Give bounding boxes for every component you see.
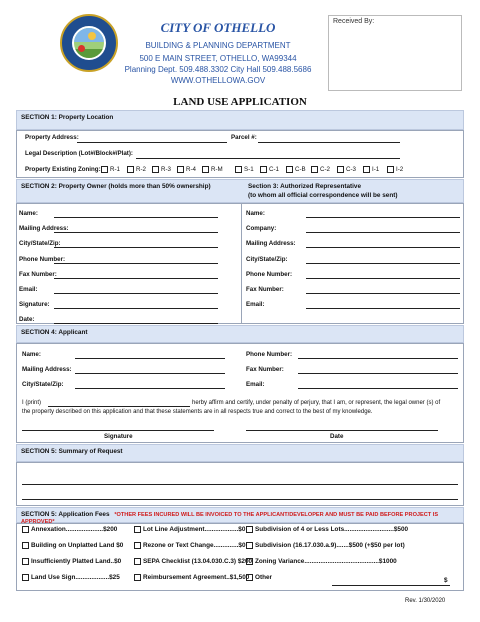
applicant-field-label: Mailing Address:: [22, 366, 72, 373]
applicant-field-label: City/State/Zip:: [22, 381, 64, 388]
checkbox-icon[interactable]: [387, 166, 394, 173]
fee-option-label: Land Use Sign...................$25: [31, 574, 120, 582]
rep-field-input[interactable]: [306, 217, 460, 218]
fees-notice: *OTHER FEES INCURED WILL BE INVOICED TO THE APPLICANT/DEVELOPER AND MUST BE PAID BEFORE PROJECT IS APPROVED*: [21, 512, 439, 525]
owner-field-label: Date:: [19, 316, 35, 324]
checkbox-icon[interactable]: [134, 574, 141, 581]
other-fee-field[interactable]: [332, 585, 450, 586]
checkbox-icon[interactable]: [202, 166, 209, 173]
fee-option-label: Zoning Variance..........................................$1000: [255, 558, 397, 566]
section3-subtitle: (to whom all official correspondence will be sent): [248, 192, 398, 199]
rep-field-label: Fax Number:: [246, 286, 284, 293]
zoning-option-label: C-3: [346, 166, 356, 174]
summary-line-2[interactable]: [22, 499, 458, 500]
department-phone: Planning Dept. 509.488.3302 City Hall 509.488.5686: [124, 65, 312, 74]
checkbox-icon[interactable]: [311, 166, 318, 173]
rep-field-input[interactable]: [306, 293, 460, 294]
section4-header: [16, 325, 464, 343]
date-caption: Date: [330, 433, 344, 440]
fee-option[interactable]: [246, 574, 272, 581]
zoning-option-c-3[interactable]: [337, 166, 356, 173]
fee-option[interactable]: [246, 542, 405, 549]
rep-field-input[interactable]: [306, 263, 460, 264]
seal-sun: [88, 32, 96, 40]
applicant-contact-label: Fax Number:: [246, 366, 284, 373]
rep-field-label: Phone Number:: [246, 270, 293, 278]
property-address-label: Property Address:: [25, 134, 79, 141]
zoning-option-label: C-1: [269, 166, 279, 174]
section-divider: [241, 204, 242, 323]
fee-option-label: Reimbursement Agreement..$1,500: [143, 574, 250, 582]
owner-field-label: City/State/Zip:: [19, 240, 61, 248]
fee-option-label: Insufficiently Platted Land..$0: [31, 558, 122, 566]
zoning-option-s-1[interactable]: [235, 166, 254, 173]
section1-title: SECTION 1: Property Location: [21, 114, 114, 121]
applicant-field-input[interactable]: [75, 388, 225, 389]
checkbox-icon[interactable]: [246, 542, 253, 549]
owner-field-label: Signature:: [19, 301, 50, 309]
legal-description-field[interactable]: [136, 158, 400, 159]
section1-header: [16, 110, 464, 130]
applicant-field-input[interactable]: [75, 373, 225, 374]
fee-option-label: Subdivision of 4 or Less Lots............................$500: [255, 526, 409, 534]
checkbox-icon[interactable]: [22, 574, 29, 581]
fee-option-label: SEPA Checklist (13.04.030.C.3) $200: [143, 558, 253, 566]
section3-title: Section 3: Authorized Representative: [248, 183, 362, 190]
zoning-option-r-1[interactable]: [101, 166, 120, 173]
applicant-field-label: Name:: [22, 351, 41, 358]
zoning-option-label: R-4: [186, 166, 196, 174]
owner-field-input[interactable]: [54, 217, 218, 218]
checkbox-icon[interactable]: [246, 558, 253, 565]
revision-date: Rev. 1/30/2020: [405, 598, 446, 604]
received-by-label: Received By:: [333, 18, 375, 25]
legal-description-label: Legal Description (Lot#/Block#/Plat):: [25, 150, 133, 157]
checkbox-icon[interactable]: [363, 166, 370, 173]
department-address: 500 E MAIN STREET, OTHELLO, WA99344: [139, 54, 297, 63]
zoning-option-c-1[interactable]: [260, 166, 279, 173]
city-name: CITY OF OTHELLO: [160, 20, 276, 35]
zoning-option-label: I-1: [372, 166, 380, 174]
department-name: BUILDING & PLANNING DEPARTMENT: [145, 41, 291, 50]
applicant-contact-input[interactable]: [298, 373, 458, 374]
print-name-field[interactable]: [48, 406, 190, 407]
owner-field-input[interactable]: [54, 278, 218, 279]
owner-field-label: Name:: [19, 210, 38, 217]
zoning-option-i-2[interactable]: [387, 166, 403, 173]
zoning-option-label: R-1: [110, 166, 120, 174]
summary-line-1[interactable]: [22, 484, 458, 485]
fee-option[interactable]: [134, 558, 252, 565]
signature-caption: Signature: [104, 433, 133, 440]
owner-field-input[interactable]: [54, 308, 218, 309]
applicant-date-field[interactable]: [246, 430, 438, 431]
city-seal-logo: [60, 14, 118, 72]
checkbox-icon[interactable]: [22, 558, 29, 565]
checkbox-icon[interactable]: [177, 166, 184, 173]
checkbox-icon[interactable]: [101, 166, 108, 173]
fee-option[interactable]: [246, 558, 397, 565]
property-address-field[interactable]: [77, 142, 227, 143]
fee-option-label: Rezone or Text Change..............$0: [143, 542, 246, 550]
owner-field-label: Mailing Address:: [19, 225, 69, 233]
applicant-contact-label: Phone Number:: [246, 351, 293, 358]
fee-option[interactable]: [22, 526, 117, 533]
rep-field-label: Name:: [246, 210, 265, 217]
zoning-option-label: R-2: [136, 166, 146, 174]
section4-title: SECTION 4: Applicant: [21, 329, 88, 336]
rep-field-input[interactable]: [306, 232, 460, 233]
section5-header: [16, 444, 464, 462]
fee-option[interactable]: [134, 574, 249, 581]
section2-title: SECTION 2: Property Owner (holds more than 50% ownership): [21, 183, 211, 190]
zoning-option-label: C-B: [295, 166, 306, 174]
rep-field-input[interactable]: [306, 247, 460, 248]
checkbox-icon[interactable]: [134, 558, 141, 565]
rep-field-label: Mailing Address:: [246, 240, 296, 248]
zoning-option-c-2[interactable]: [311, 166, 330, 173]
checkbox-icon[interactable]: [260, 166, 267, 173]
checkbox-icon[interactable]: [246, 574, 253, 581]
affirm-statement: herby affirm and certify, under penalty of perjury, that I am, or represent, the legal owner (s) of: [192, 400, 441, 406]
seal-emblem: [72, 26, 106, 60]
zoning-option-r-2[interactable]: [127, 166, 146, 173]
fee-option-label: Lot Line Adjustment...................$0: [143, 526, 246, 534]
seal-flower: [78, 45, 85, 52]
checkbox-icon[interactable]: [134, 542, 141, 549]
zoning-option-c-b[interactable]: [286, 166, 306, 173]
owner-field-label: Phone Number:: [19, 255, 66, 263]
checkbox-icon[interactable]: [152, 166, 159, 173]
checkbox-icon[interactable]: [246, 526, 253, 533]
checkbox-icon[interactable]: [22, 542, 29, 549]
owner-field-label: Email:: [19, 286, 38, 293]
rep-field-input[interactable]: [306, 278, 460, 279]
zoning-option-label: C-2: [320, 166, 330, 174]
fee-option[interactable]: [22, 558, 121, 565]
zoning-label: Property Existing Zoning:: [25, 166, 101, 173]
fee-option[interactable]: [22, 542, 123, 549]
form-title: LAND USE APPLICATION: [173, 96, 307, 108]
section2-3-header: [16, 179, 464, 203]
fee-option-label: Annexation.....................$200: [31, 526, 118, 534]
parcel-label: Parcel #:: [231, 134, 257, 141]
zoning-option-label: R-3: [161, 166, 171, 174]
checkbox-icon[interactable]: [134, 526, 141, 533]
owner-field-input[interactable]: [54, 263, 218, 264]
fee-option[interactable]: [134, 526, 245, 533]
checkbox-icon[interactable]: [337, 166, 344, 173]
other-fee-dollar: $: [444, 577, 448, 584]
affirm-prefix: I (print): [22, 400, 42, 406]
rep-field-label: City/State/Zip:: [246, 255, 288, 263]
parcel-field[interactable]: [258, 142, 400, 143]
owner-field-label: Fax Number:: [19, 270, 57, 278]
applicant-contact-input[interactable]: [298, 388, 458, 389]
checkbox-icon[interactable]: [286, 166, 293, 173]
zoning-option-r-4[interactable]: [177, 166, 196, 173]
owner-field-input[interactable]: [54, 247, 218, 248]
applicant-signature-field[interactable]: [22, 430, 214, 431]
fee-option-label: Subdivision (16.17.030.a.9).......$500 (+$50 per lot): [255, 542, 405, 550]
fee-option-label: Building on Unplatted Land $0: [31, 542, 124, 550]
owner-field-input[interactable]: [54, 293, 218, 294]
owner-field-input[interactable]: [54, 232, 218, 233]
fee-option[interactable]: [22, 574, 120, 581]
fee-option-label: Other: [255, 574, 273, 582]
received-by-box[interactable]: [328, 15, 462, 91]
checkbox-icon[interactable]: [127, 166, 134, 173]
rep-field-label: Email:: [246, 301, 265, 309]
section5-title: SECTION 5: Summary of Request: [21, 448, 123, 455]
fee-option[interactable]: [134, 542, 246, 549]
zoning-option-label: I-2: [396, 166, 404, 174]
zoning-option-r-m[interactable]: [202, 166, 223, 173]
applicant-contact-label: Email:: [246, 381, 265, 388]
zoning-option-label: R-M: [211, 166, 223, 174]
fee-option[interactable]: [246, 526, 408, 533]
department-website: WWW.OTHELLOWA.GOV: [170, 76, 266, 85]
checkbox-icon[interactable]: [235, 166, 242, 173]
applicant-contact-input[interactable]: [298, 358, 458, 359]
applicant-field-input[interactable]: [75, 358, 225, 359]
rep-field-label: Company:: [246, 225, 277, 233]
checkbox-icon[interactable]: [22, 526, 29, 533]
fees-header: [16, 507, 464, 523]
affirm-statement-line2: the property described on this application and that these statements are in all respects true and correct to the best of my knowledge.: [22, 409, 373, 415]
fees-title: SECTION 5: Application Fees: [21, 511, 110, 518]
zoning-option-r-3[interactable]: [152, 166, 171, 173]
zoning-option-label: S-1: [244, 166, 254, 174]
rep-field-input[interactable]: [306, 308, 460, 309]
zoning-option-i-1[interactable]: [363, 166, 379, 173]
